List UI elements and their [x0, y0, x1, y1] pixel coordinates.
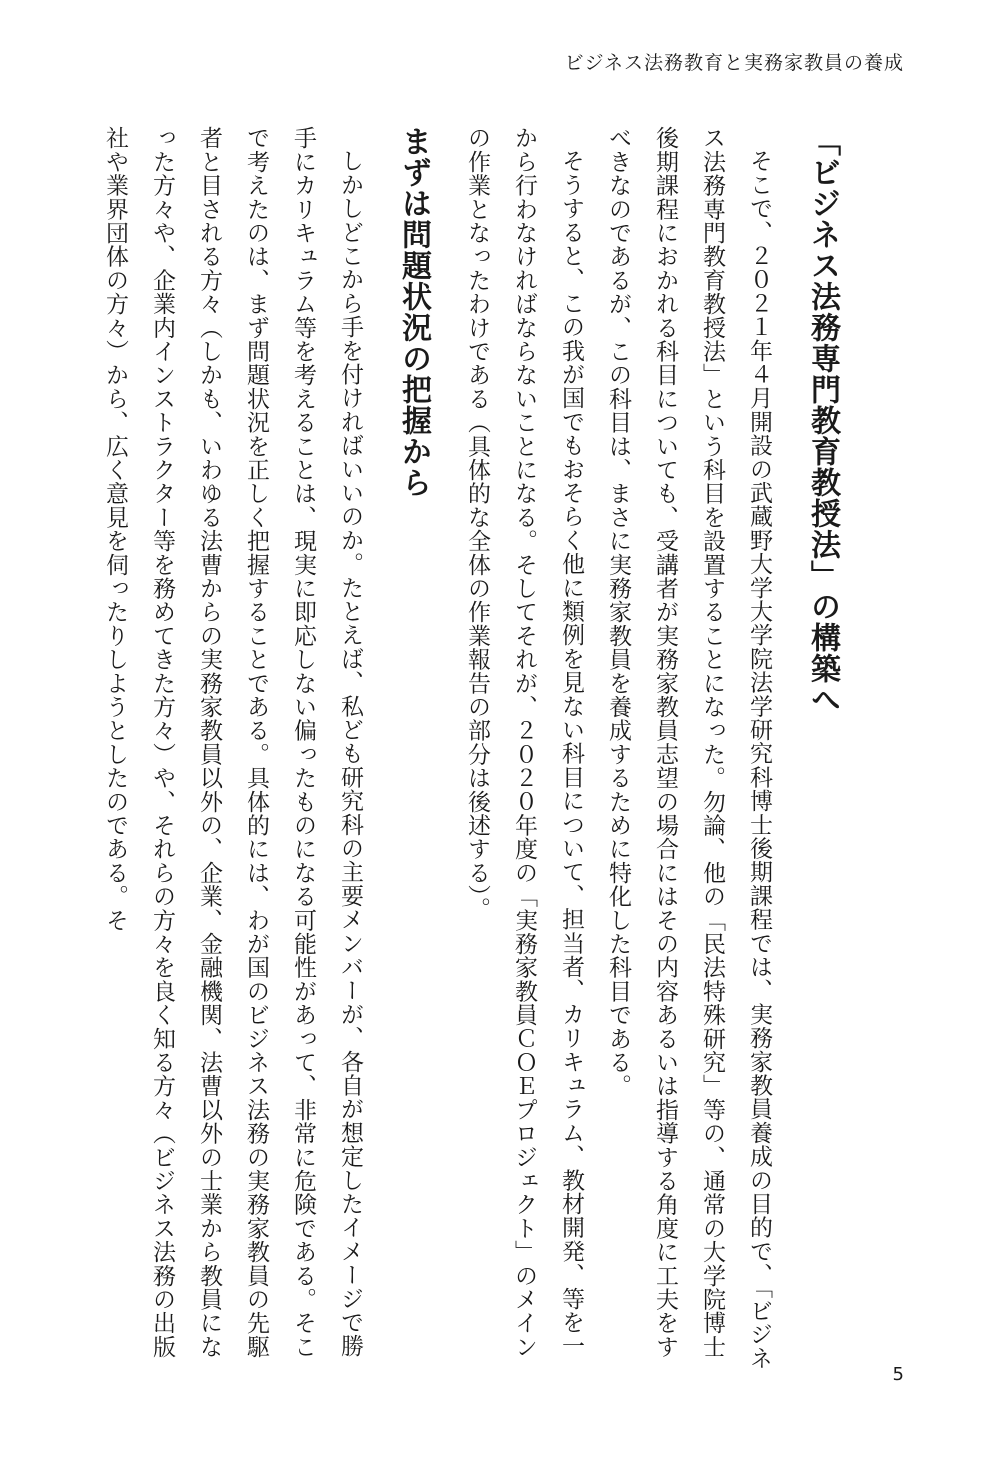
body-text — [91, 126, 862, 1376]
paragraph: しかしどこから手を付ければいいのか。たとえば、私ども研究科の主要メンバーが、各自が想定したイメージで勝手にカリキュラム等を考えることは、現実に即応しない偏ったものになる可能性があって、非常に危険である。そこで考えたのは、まず問題状況を正しく把握することである。具体的には、わが国のビジネス法務の実務家教員の先駆者と目される方々（しかも、いわゆる法曹からの実務家教員以外の、企業、金融機関、法曹以外の士業から教員になった方々や、企業内インストラクター等を務めてきた方々）や、それらの方々を良く知る方々（ビジネス法務の出版社や業界団体の方々）から、広く意見を伺ったりしようとしたのである。そ — [102, 126, 363, 1359]
section-heading: まずは問題状況の把握から — [396, 126, 431, 498]
running-header: ビジネス法務教育と実務家教員の養成 — [564, 52, 904, 74]
section-heading: 「ビジネス法務専門教育教授法」の構築へ — [805, 126, 840, 715]
paragraph: そこで、２０２１年４月開設の武蔵野大学大学院法学研究科博士後期課程では、実務家教員養成の目的で、「ビジネス法務専門教育教授法」という科目を設置することになった。勿論、他の「民法特殊研究」等の、通常の大学院博士後期課程におかれる科目についても、受講者が実務家教員志望の場合にはその内容あるいは指導する角度に工夫をすべきなのであるが、この科目は、まさに実務家教員を養成するために特化した科目である。 — [605, 126, 772, 1370]
paragraph: そうすると、この我が国でもおそらく他に類例を見ない科目について、担当者、カリキュラム、教材開発、等を一から行わなければならないことになる。そしてそれが、２０２０年度の「実務家教員ＣＯＥプロジェクト」のメインの作業となったわけである（具体的な全体の作業報告の部分は後述する）。 — [464, 126, 584, 1359]
page-number: 5 — [892, 1364, 904, 1385]
